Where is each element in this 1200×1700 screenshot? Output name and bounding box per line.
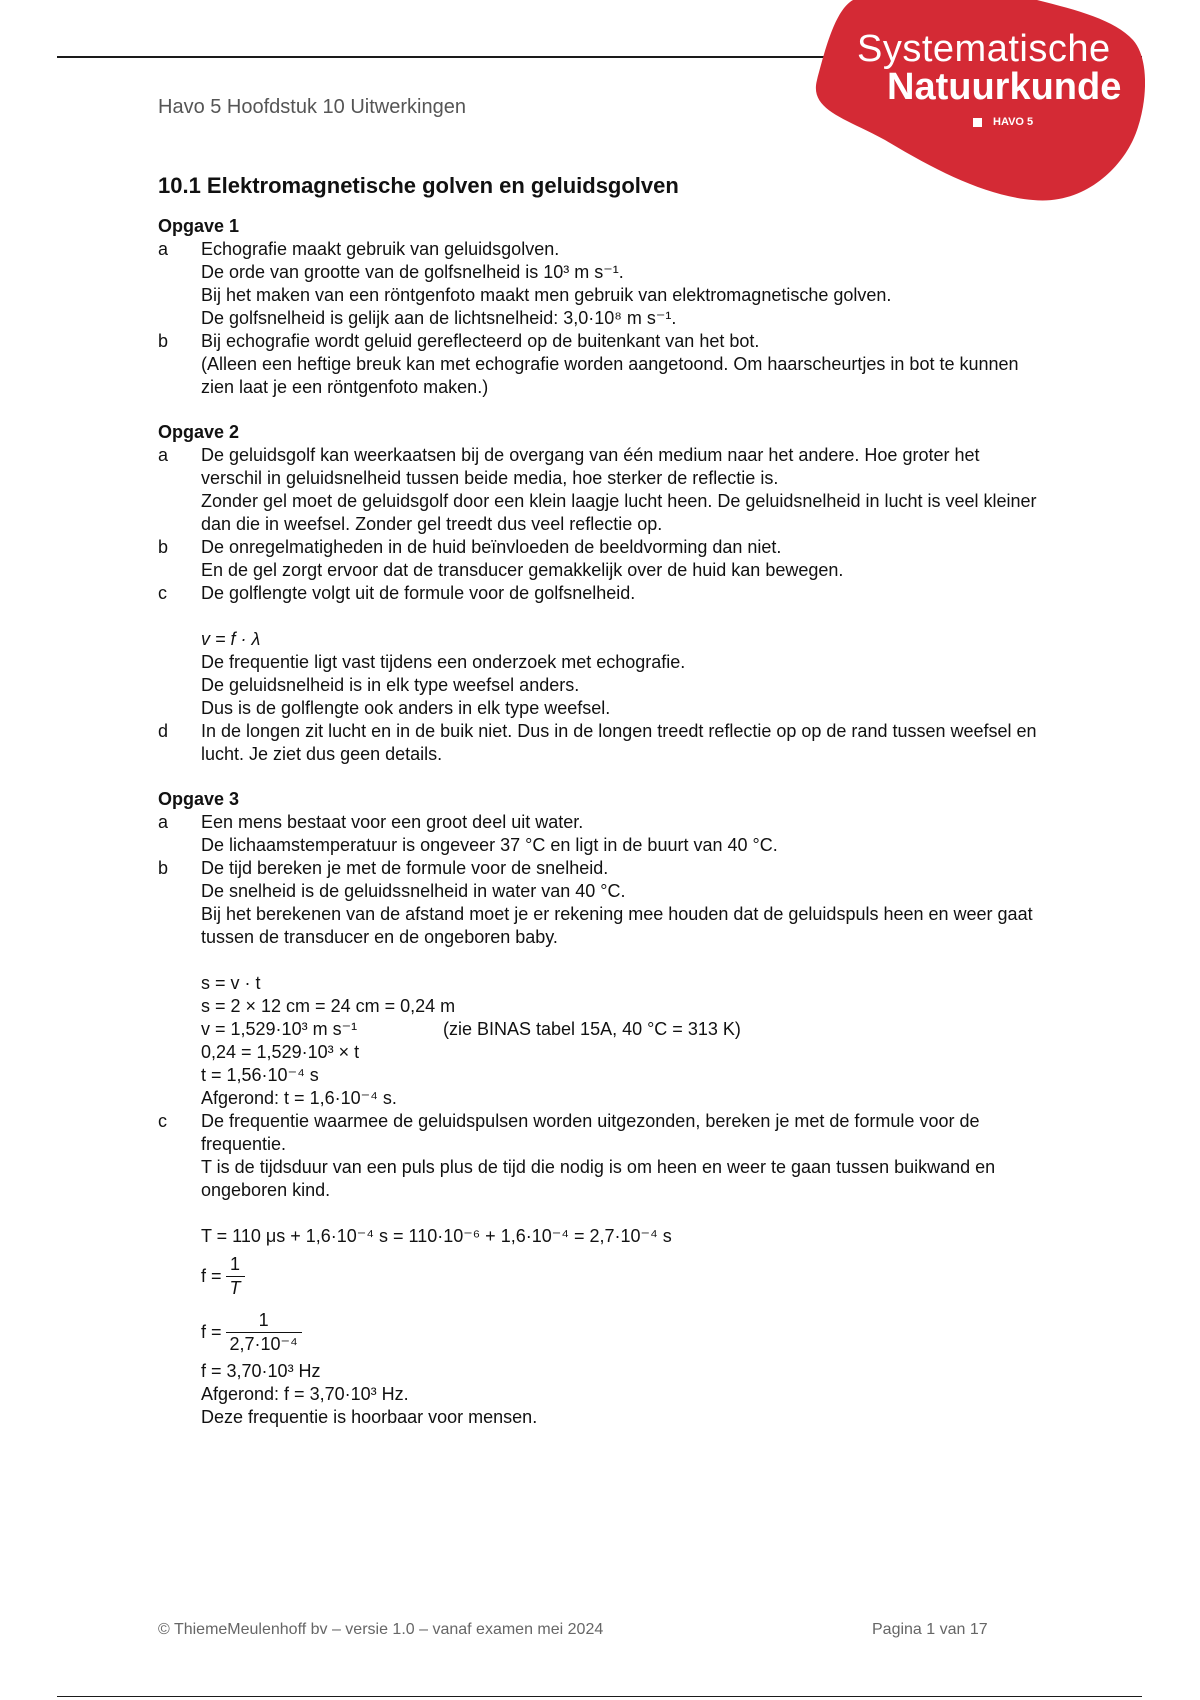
item-label: b [158, 331, 169, 351]
opgave-3 [158, 788, 1038, 1429]
item-label: b [158, 858, 169, 878]
answer-line: Een mens bestaat voor een groot deel uit water. [201, 812, 584, 832]
formula-line [201, 1018, 1038, 1041]
item-label: b [158, 537, 169, 557]
opgave-title: Opgave 2 [158, 422, 240, 442]
footer-rule [57, 1696, 1142, 1697]
item-label: d [158, 721, 169, 741]
answer-line: De golflengte volgt uit de formule voor de golfsnelheid. [201, 583, 636, 603]
answer-line: Bij het maken van een röntgenfoto maakt men gebruik van elektromagnetische golven. [201, 285, 892, 305]
formula-line: s = 2 × 12 cm = 24 cm = 0,24 m [201, 996, 456, 1016]
footer-copyright: © ThiemeMeulenhoff bv – versie 1.0 – vanaf examen mei 2024 [158, 1621, 604, 1638]
answer-line: T is de tijdsduur van een puls plus de tijd die nodig is om heen en weer te gaan tussen buikwand en ongeboren kind. [201, 1157, 996, 1200]
answer-line: De orde van grootte van de golfsnelheid is 10³ m s⁻¹. [201, 262, 624, 282]
answer-line: De geluidsgolf kan weerkaatsen bij de overgang van één medium naar het andere. Hoe groter het verschil in geluidsnelheid tussen beide media, hoe sterker de reflectie is. [201, 445, 980, 488]
formula-line: v = f · λ [201, 629, 261, 649]
formula-line: T = 110 μs + 1,6·10⁻⁴ s = 110·10⁻⁶ + 1,6·10⁻⁴ = 2,7·10⁻⁴ s [201, 1226, 672, 1246]
answer-line: De snelheid is de geluidssnelheid in water van 40 °C. [201, 881, 626, 901]
item-label: a [158, 445, 169, 465]
answer-line: De golfsnelheid is gelijk aan de lichtsnelheid: 3,0·10⁸ m s⁻¹. [201, 308, 677, 328]
item-label: c [158, 583, 167, 603]
document-header: Havo 5 Hoofdstuk 10 Uitwerkingen [158, 96, 466, 118]
answer-item [158, 811, 1038, 857]
fraction-formula [201, 1248, 1038, 1304]
item-label: a [158, 812, 169, 832]
answer-line: De frequentie ligt vast tijdens een onderzoek met echografie. [201, 652, 686, 672]
answer-item [158, 238, 1038, 330]
section-title: 10.1 Elektromagnetische golven en geluidsgolven [158, 173, 679, 198]
fraction-lhs: f = [201, 1265, 222, 1286]
item-label: c [158, 1111, 167, 1131]
formula-line: t = 1,56·10⁻⁴ s [201, 1065, 319, 1085]
logo-line2: Natuurkunde [887, 66, 1122, 108]
formula-line: 0,24 = 1,529·10³ × t [201, 1042, 360, 1062]
answer-line: En de gel zorgt ervoor dat de transducer gemakkelijk over de huid kan bewegen. [201, 560, 844, 580]
logo-line1: Systematische [857, 28, 1111, 70]
fraction-denominator: T [226, 1276, 245, 1300]
item-label: a [158, 239, 169, 259]
answer-line: Bij echografie wordt geluid gereflecteerd op de buitenkant van het bot. [201, 331, 760, 351]
answer-line: De onregelmatigheden in de huid beïnvloeden de beeldvorming dan niet. [201, 537, 782, 557]
footer-page-number: Pagina 1 van 17 [872, 1621, 988, 1638]
v-value: v = 1,529·10³ m s⁻¹ [201, 1019, 358, 1039]
fraction-numerator: 1 [258, 1309, 269, 1330]
opgave-2 [158, 421, 1038, 766]
logo-tag: HAVO 5 [993, 116, 1034, 128]
answer-item [158, 582, 1038, 720]
opgave-title: Opgave 3 [158, 789, 240, 809]
answer-item [158, 444, 1038, 536]
answer-line: Deze frequentie is hoorbaar voor mensen. [201, 1407, 538, 1427]
answer-line: Dus is de golflengte ook anders in elk type weefsel. [201, 698, 611, 718]
formula-line: s = v · t [201, 973, 261, 993]
formula-line: f = 3,70·10³ Hz [201, 1361, 321, 1381]
answer-line: Bij het berekenen van de afstand moet je er rekening mee houden dat de geluidspuls heen en weer gaat tussen de transducer en de ongeboren baby. [201, 904, 1033, 947]
answer-line: De lichaamstemperatuur is ongeveer 37 °C en ligt in de buurt van 40 °C. [201, 835, 778, 855]
fraction-numerator: 1 [230, 1253, 241, 1274]
opgave-title: Opgave 1 [158, 216, 240, 236]
answer-line: Zonder gel moet de geluidsgolf door een klein laagje lucht heen. De geluidsnelheid in lucht is veel kleiner dan die in weefsel. Zonder gel treedt dus veel reflectie op. [201, 491, 1037, 534]
answer-line: Afgerond: f = 3,70·10³ Hz. [201, 1384, 409, 1404]
answer-item [158, 536, 1038, 582]
answer-line: De frequentie waarmee de geluidspulsen worden uitgezonden, bereken je met de formule voor de frequentie. [201, 1111, 980, 1154]
answer-item [158, 857, 1038, 1110]
fraction-denominator: 2,7·10⁻⁴ [226, 1332, 302, 1356]
answer-item [158, 720, 1038, 766]
answer-item [158, 330, 1038, 399]
answer-item [158, 1110, 1038, 1429]
fraction-lhs: f = [201, 1321, 222, 1342]
opgave-1 [158, 215, 1038, 399]
answer-line: (Alleen een heftige breuk kan met echografie worden aangetoond. Om haarscheurtjes in bot te kunnen zien laat je een röntgenfoto maken.) [201, 354, 1019, 397]
answer-line: In de longen zit lucht en in de buik niet. Dus in de longen treedt reflectie op op de rand tussen weefsel en lucht. Je ziet dus geen details. [201, 721, 1037, 764]
answer-line: De tijd bereken je met de formule voor de snelheid. [201, 858, 609, 878]
document-body [158, 174, 1038, 1451]
answer-line: De geluidsnelheid is in elk type weefsel anders. [201, 675, 580, 695]
fraction-formula [201, 1304, 1038, 1360]
binas-note: (zie BINAS tabel 15A, 40 °C = 313 K) [443, 1019, 741, 1039]
answer-line: Echografie maakt gebruik van geluidsgolven. [201, 239, 560, 259]
formula-line: Afgerond: t = 1,6·10⁻⁴ s. [201, 1088, 397, 1108]
